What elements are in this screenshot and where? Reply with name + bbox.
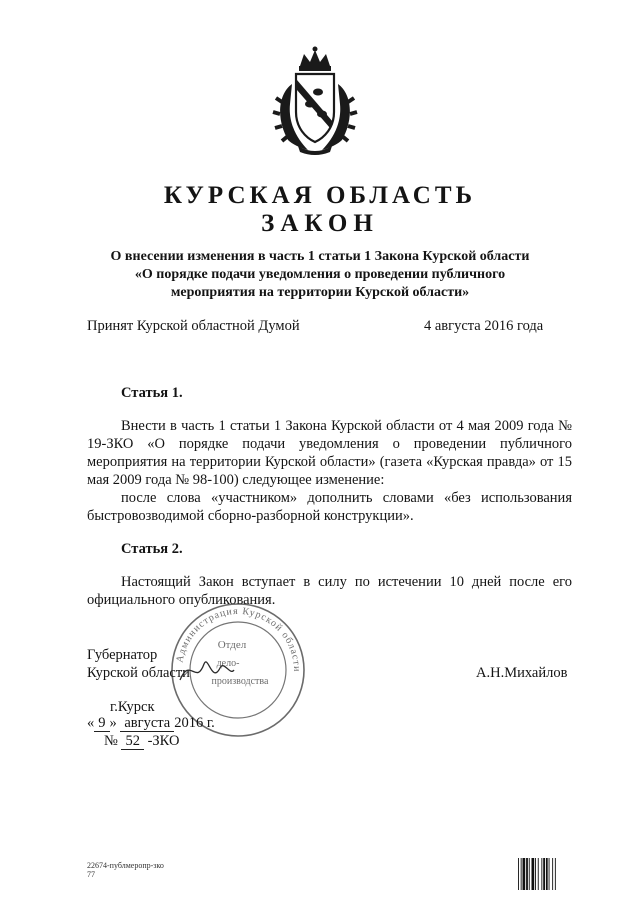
law-subtitle — [70, 248, 570, 302]
article-1-paragraph-2 — [87, 489, 572, 525]
footer-page: 77 — [87, 870, 95, 879]
date-month: августа — [120, 715, 174, 732]
date-year: 2016 г. — [174, 715, 215, 731]
barcode-bar — [535, 858, 536, 890]
handwritten-signature — [176, 650, 236, 690]
region-title: КУРСКАЯ ОБЛАСТЬ — [163, 182, 477, 209]
subtitle-line: мероприятия на территории Курской области» — [170, 285, 470, 300]
number-suffix: -ЗКО — [147, 733, 180, 749]
barcode-bar — [526, 858, 528, 890]
date-day: 9 — [94, 715, 109, 732]
barcode-bar — [532, 858, 535, 890]
signing-city: г.Курск — [110, 699, 155, 715]
article-1-title: Статья 1. — [121, 385, 183, 401]
article-2-title: Статья 2. — [121, 541, 183, 557]
adoption-date: 4 августа 2016 года — [424, 318, 544, 334]
barcode-bar — [538, 858, 539, 890]
barcode-bar — [555, 858, 556, 890]
barcode-bar — [546, 858, 548, 890]
number-value: 52 — [121, 733, 144, 750]
barcode-bar — [552, 858, 553, 890]
date-prefix: « — [87, 715, 95, 731]
date-mid: » — [109, 715, 121, 731]
barcode-bar — [541, 858, 542, 890]
stamp-inner-text: Отдел — [217, 639, 247, 651]
law-number — [104, 732, 179, 750]
article-2-text: Настоящий Закон вступает в силу по истечении 10 дней после его официального опубликования. — [87, 574, 572, 608]
barcode-bar — [523, 858, 526, 890]
stamp-inner-text: производства — [211, 676, 269, 687]
footer-code: 22674-публмеропр-зко — [87, 861, 164, 870]
footer-document-code — [87, 861, 164, 879]
article-1-text: Внести в часть 1 статьи 1 Закона Курской области от 4 мая 2009 года № 19-ЗКО «О порядке подачи уведомления о проведении публичного мероприятия на территории Курской области» (газета «Курская правда» от 15 мая 2009 года № 98-100) следующее изменение: — [87, 418, 572, 488]
subtitle-line: «О порядке подачи уведомления о проведении публичного — [134, 267, 506, 282]
adopted-by: Принят Курской областной Думой — [87, 318, 300, 334]
stamp-ring-text: Администрация Курской области — [174, 605, 303, 673]
article-1-text: после слова «участником» дополнить словами «без использования быстровозводимой сборно-разборной конструкции». — [87, 490, 572, 524]
barcode-bar — [549, 858, 550, 890]
subtitle-line: О внесении изменения в часть 1 статьи 1 Закона Курской области — [110, 249, 530, 264]
coat-of-arms-icon — [270, 44, 360, 156]
barcode-bar — [521, 858, 522, 890]
number-prefix: № — [104, 733, 118, 749]
signatory-name: А.Н.Михайлов — [476, 665, 568, 681]
signatory-position — [87, 646, 190, 682]
position-line: Курской области — [87, 665, 190, 681]
barcode-icon — [518, 858, 570, 890]
document-type-title: ЗАКОН — [261, 210, 379, 237]
barcode-bar — [529, 858, 530, 890]
article-2-paragraph-1 — [87, 573, 572, 609]
barcode-bar — [543, 858, 545, 890]
stamp-inner-text: дело- — [216, 658, 240, 669]
position-line: Губернатор — [87, 647, 158, 663]
article-1-paragraph-1 — [87, 417, 572, 489]
signing-date — [87, 714, 215, 732]
barcode-bar — [518, 858, 519, 890]
